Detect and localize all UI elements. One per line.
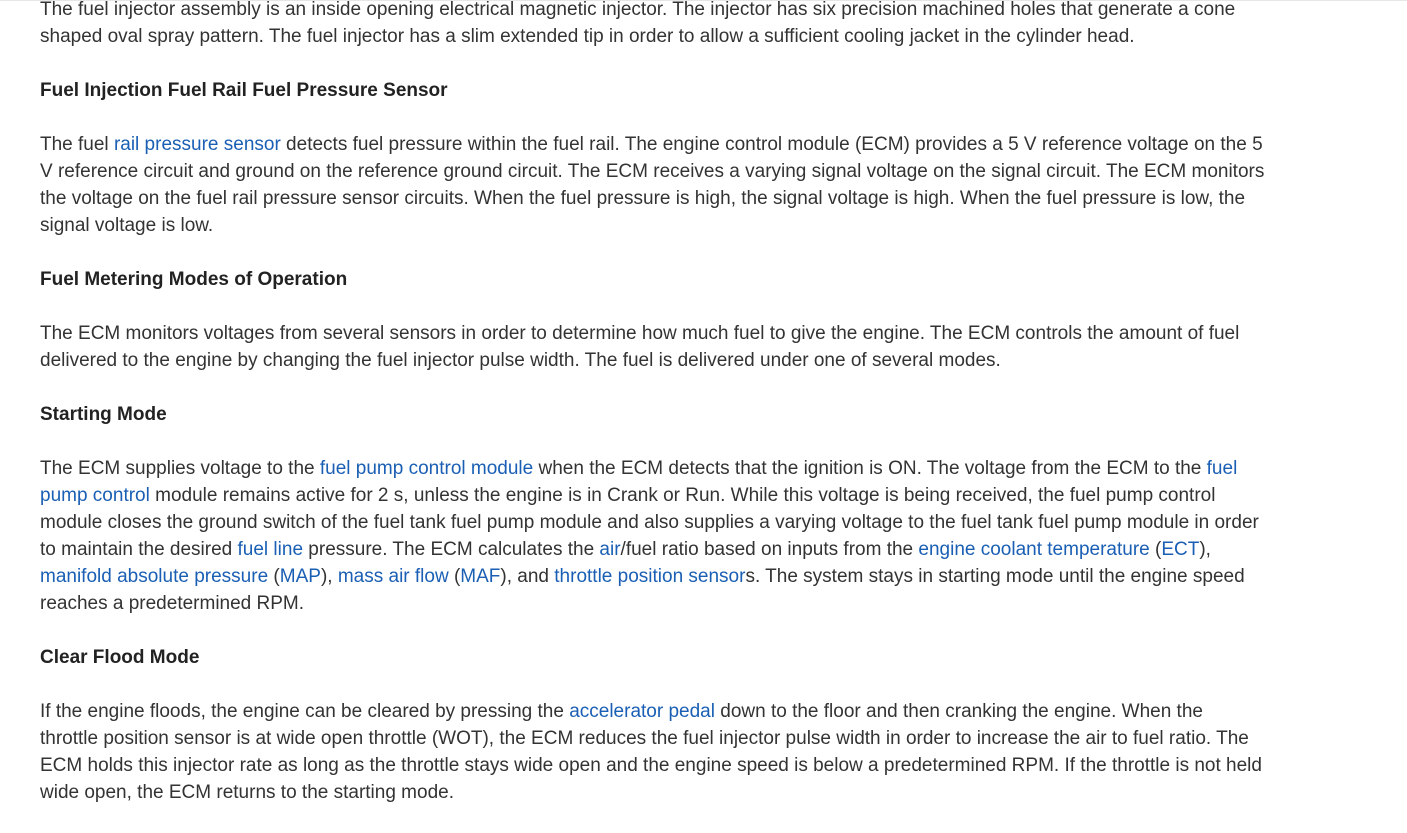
link-throttle-position-sensor[interactable]: throttle position sensor [554,566,746,587]
intro-paragraph: The fuel injector assembly is an inside opening electrical magnetic injector. The injector has six precision machined holes that generate a cone shaped oval spray pattern. The fuel injector has a slim extended tip in order to allow a sufficient cooling jacket in the cylinder head. [40,0,1236,47]
text-run: /fuel ratio based on inputs from the [620,539,919,560]
link-air[interactable]: air [599,539,621,560]
text-run: The ECM supplies voltage to the [40,458,320,479]
text-run: down to the floor and then cranking the engine. When the throttle position sensor is at wide open throttle (WOT), the ECM reduces the fuel injector pulse width in order to increase the air to fuel ratio. The ECM holds this injector rate as long as the throttle stays wide open and the engine speed is below a predetermined RPM. If the throttle is not held wide open, the ECM returns to the starting mode. [40,701,1262,803]
link-ect[interactable]: ECT [1161,539,1200,560]
text-run: ), [1199,539,1211,560]
link-mass-air-flow[interactable]: mass air flow [337,566,449,587]
link-fuel-pump-control[interactable]: fuel pump control [40,458,1238,506]
text-run: If the engine floods, the engine can be cleared by pressing the [40,701,570,722]
section-heading-fuel-rail-pressure-sensor: Fuel Injection Fuel Rail Fuel Pressure Sensor [40,80,448,101]
section-heading-clear-flood-mode: Clear Flood Mode [40,647,200,668]
text-run: ( [268,566,280,587]
paragraph-starting-mode [40,455,1266,617]
text-run: The ECM monitors voltages from several sensors in order to determine how much fuel to give the engine. The ECM controls the amount of fuel delivered to the engine by changing the fuel injector pulse width. The fuel is delivered under one of several modes. [40,323,1240,371]
text-run: pressure. The ECM calculates the [303,539,600,560]
link-fuel-line[interactable]: fuel line [237,539,304,560]
link-maf[interactable]: MAF [460,566,501,587]
link-accelerator-pedal[interactable]: accelerator pedal [569,701,715,722]
link-manifold-absolute-pressure[interactable]: manifold absolute pressure [40,566,269,587]
text-run: when the ECM detects that the ignition is ON. The voltage from the ECM to the [533,458,1207,479]
paragraph-clear-flood-mode [40,698,1266,806]
text-run: ), [320,566,338,587]
text-run: ( [1149,539,1162,560]
article-body [40,0,1266,833]
link-rail-pressure-sensor[interactable]: rail pressure sensor [113,134,281,155]
text-run: s. The system stays in starting mode until the engine speed reaches a predetermined RPM. [40,566,1245,614]
text-run: detects fuel pressure within the fuel rail. The engine control module (ECM) provides a 5 V reference voltage on the 5 V reference circuit and ground on the reference ground circuit. The ECM receives a varying signal voltage on the signal circuit. The ECM monitors the voltage on the fuel rail pressure sensor circuits. When the fuel pressure is high, the signal voltage is high. When the fuel pressure is low, the signal voltage is low. [40,134,1265,236]
section-heading-fuel-metering-modes: Fuel Metering Modes of Operation [40,269,348,290]
link-engine-coolant-temperature[interactable]: engine coolant temperature [918,539,1150,560]
section-heading-starting-mode: Starting Mode [40,404,167,425]
text-run: ( [448,566,461,587]
paragraph-fuel-metering-modes [40,320,1266,374]
text-run: ), and [500,566,555,587]
link-map[interactable]: MAP [279,566,321,587]
text-run: The fuel [40,134,114,155]
paragraph-fuel-rail-pressure-sensor [40,131,1266,239]
text-run: module remains active for 2 s, unless the engine is in Crank or Run. While this voltage is being received, the fuel pump control module closes the ground switch of the fuel tank fuel pump module and also supplies a varying voltage to the fuel tank fuel pump module in order to maintain the desired [40,485,1259,560]
link-fuel-pump-control-module[interactable]: fuel pump control module [319,458,534,479]
